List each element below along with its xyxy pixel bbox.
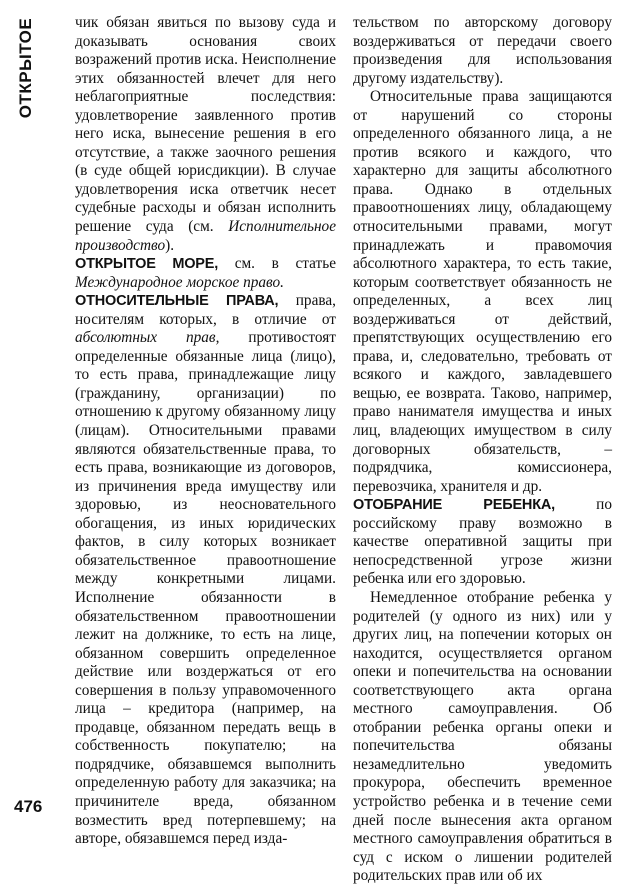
cross-reference: абсолютных прав, bbox=[75, 329, 220, 347]
right-column bbox=[353, 14, 612, 886]
entry-text-continued: противостоят определенные обязанные лица (лицо), то есть права, принадлежащие лицу (гражданину, организации) по отношению к другому обязанному лицу (лицам). Относительными правами являются обязательственные права, то есть права, возникающие из договоров, из причинения вреда имуществу или здоровью, из неосновательного обогащения, из иных юридических фактов, в силу которых возникает обязательственное правоотношение между конкретными лицами. Исполнение обязанности в обязательственном правоотношении лежит на должнике, то есть на лице, обязанном совершить определенное действие или воздержаться от его совершения в пользу управомоченного лица – кредитора (например, на продавце, обязанном передать вещь в собственность покупателю; на подрядчике, обязавшемся выполнить определенную работу для заказчика; на причинителе вреда, обязанном возместить вред потерпевшему; на авторе, обязавшемся перед изда- bbox=[75, 329, 336, 848]
cross-reference: Международное морское право. bbox=[75, 273, 284, 291]
continued-paragraph: тельством по авторскому договору воздерживаться от передачи своего произведения для использования другому издательству). bbox=[353, 14, 612, 87]
entry-text: по российскому праву возможно в качестве оперативной защиты при непосредственной угрозе жизни ребенка или его здоровью. bbox=[353, 496, 612, 588]
paragraph: Относительные права защищаются от нарушений со стороны определенного обязанного лица, а не против всякого и каждого, что характерно для защиты абсолютного права. Однако в отдельных правоотношениях лицу, обладающему относительными правами, могут принадлежать и правомочия абсолютного характера, то есть такие, которым соответствует обязанность не определенных, а всех лиц воздерживаться от действий, препятствующих осуществлению его права, и, следовательно, требовать от всякого и каждого, завладевшего вещью, ее возврата. Таково, например, право нанимателя имущества и иных лиц, владеющих имуществом в силу договорных обязательств, – подрядчика, комиссионера, перевозчика, хранителя и др. bbox=[353, 88, 612, 495]
entry-child-removal bbox=[353, 496, 612, 589]
page-number: 476 bbox=[14, 797, 43, 816]
entry-text: см. в статье bbox=[218, 255, 336, 273]
running-head-label: ОТКРЫТОЕ bbox=[16, 17, 35, 119]
entry-open-sea bbox=[75, 255, 336, 292]
entry-relative-rights bbox=[75, 292, 336, 848]
paragraph-text: чик обязан явиться по вызову суда и доказывать основания своих возражений против иска. Неисполнение этих обязанностей влечет для него неблагоприятные последствия: удовлетворение заявленного против него иска, вынесение решения в его отсутствие, а также заочного решения (в суде общей юрисдикции). В случае удовлетворения иска ответчик несет судебные расходы и обязан исполнить решение суда (см. bbox=[75, 14, 336, 236]
paragraph-end: ). bbox=[165, 236, 175, 254]
running-head bbox=[6, 18, 46, 118]
entry-term: ОТОБРАНИЕ РЕБЕНКА, bbox=[353, 497, 555, 514]
cross-reference: Исполнительное производство bbox=[75, 218, 336, 254]
paragraph: Немедленное отобрание ребенка у родителей (у одного из них) или у других лиц, на попечении которых он находится, осуществляется органом опеки и попечительства на основании соответствующего акта органа местного самоуправления. Об отобрании ребенка органы опеки и попечительства обязаны незамедлительно уведомить прокурора, обеспечить временное устройство ребенка и в течение семи дней после вынесения акта органом местного самоуправления обратиться в суд с иском о лишении родителей родительских прав или об их bbox=[353, 588, 612, 885]
continued-paragraph bbox=[75, 14, 336, 255]
left-column bbox=[75, 14, 336, 849]
entry-term: ОТКРЫТОЕ МОРЕ, bbox=[75, 256, 219, 273]
entry-term: ОТНОСИТЕЛЬНЫЕ ПРАВА, bbox=[75, 293, 279, 310]
entry-text: права, носителям которых, в отличие от bbox=[75, 292, 336, 328]
